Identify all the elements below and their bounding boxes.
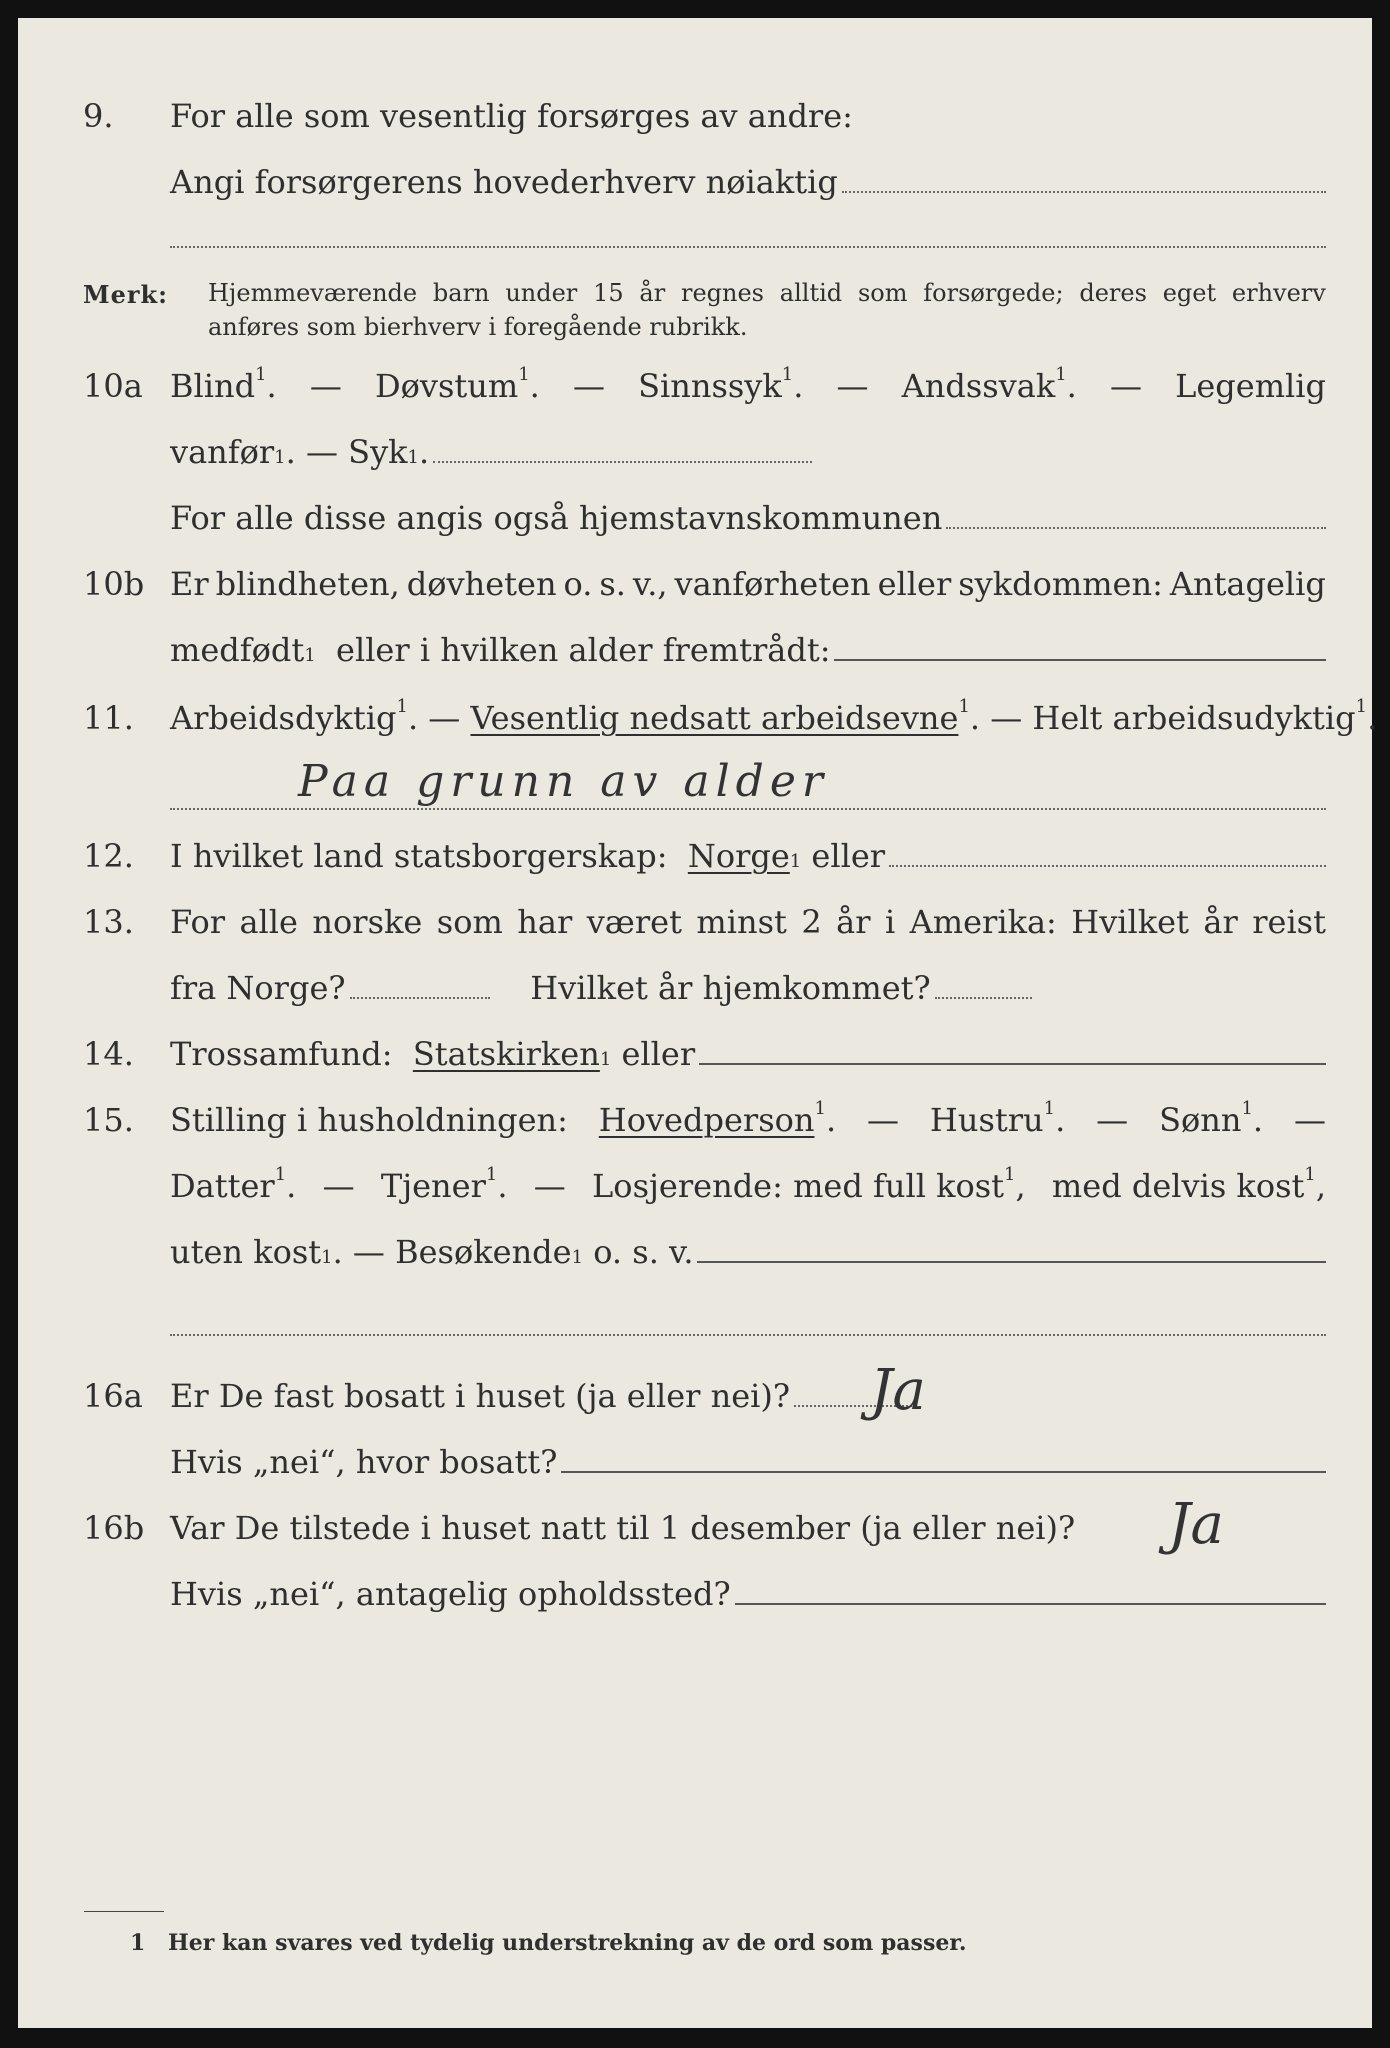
option-vanfor[interactable]: vanfør bbox=[170, 433, 275, 471]
footnote-mark: 1 bbox=[1004, 1164, 1016, 1185]
option-nedsatt-arbeidsevne-underlined[interactable]: Vesentlig nedsatt arbeidsevne bbox=[470, 699, 959, 737]
option-medfodt[interactable]: medfødt bbox=[170, 631, 305, 669]
question-9-line2 bbox=[18, 162, 1372, 222]
footnote-mark: 1 bbox=[1055, 364, 1067, 385]
question-12 bbox=[18, 836, 1372, 896]
question-10a-line2: vanfør 1 . — Syk 1 . bbox=[18, 432, 1372, 492]
option-datter[interactable]: Datter bbox=[170, 1167, 275, 1205]
footnote-mark: 1 bbox=[255, 364, 267, 385]
question-number: 16a bbox=[83, 1377, 143, 1415]
answer-line[interactable] bbox=[935, 973, 1032, 999]
question-10a: 10a Blind$^1$. — Døvstum$^1$. — Sinnssyk$^1$. — Andssvak$^1$. — Legemlig bbox=[83, 364, 1326, 405]
footnote-mark: 1 bbox=[321, 1247, 333, 1268]
answer-line[interactable] bbox=[735, 1579, 1326, 1605]
handwritten-answer: Ja bbox=[1168, 1492, 1224, 1557]
footnote-mark: 1 bbox=[1355, 696, 1368, 717]
option-andssvak[interactable]: Andssvak bbox=[901, 367, 1056, 405]
question-number: 13. bbox=[83, 903, 134, 941]
footnote-mark: 1 bbox=[518, 364, 530, 385]
footnote-mark: 1 bbox=[814, 1098, 826, 1119]
census-form-page bbox=[18, 18, 1378, 2028]
question-number: 12. bbox=[83, 837, 134, 875]
question-text: Var De tilstede i huset natt til 1 desember (ja eller nei)? bbox=[170, 1509, 1076, 1547]
handwritten-answer: Ja bbox=[870, 1358, 926, 1423]
option-uten-kost[interactable]: uten kost bbox=[170, 1233, 322, 1271]
question-text: Hvis „nei“, hvor bosatt? bbox=[170, 1443, 558, 1481]
note-text: Hjemmeværende barn under 15 år regnes alltid som forsørgede; deres eget erhverv bbox=[208, 279, 1326, 307]
question-15: 15. Stilling i husholdningen: Hovedperson$^1$. — Hustru$^1$. — Sønn$^1$. — bbox=[83, 1098, 1326, 1139]
question-number: 9. bbox=[83, 97, 114, 135]
footnote-mark: 1 bbox=[407, 447, 419, 468]
option-besokende[interactable]: Besøkende bbox=[395, 1233, 572, 1271]
question-number: 14. bbox=[83, 1035, 134, 1073]
question-text: eller i hvilken alder fremtrådt: bbox=[336, 631, 831, 669]
option-sonn[interactable]: Sønn bbox=[1159, 1101, 1242, 1139]
question-text: For alle som vesentlig forsørges av andre: bbox=[170, 97, 853, 135]
note-text: anføres som bierhverv i foregående rubrikk. bbox=[208, 313, 748, 341]
question-number: 11. bbox=[83, 699, 134, 737]
question-text: Hvilket år hjemkommet? bbox=[530, 969, 931, 1007]
footnote-divider bbox=[84, 1911, 164, 1912]
footnote-mark: 1 bbox=[781, 364, 794, 385]
option-eller: eller bbox=[811, 837, 886, 875]
option-hovedperson-underlined[interactable]: Hovedperson bbox=[598, 1101, 815, 1139]
question-text: For alle disse angis også hjemstavnskommunen bbox=[170, 499, 943, 537]
answer-line[interactable] bbox=[170, 246, 1326, 248]
question-16b-line2 bbox=[18, 1574, 1372, 1634]
answer-line[interactable] bbox=[350, 973, 490, 999]
question-14 bbox=[18, 1034, 1372, 1094]
option-eller: eller bbox=[621, 1035, 696, 1073]
answer-line[interactable] bbox=[889, 841, 1326, 867]
question-10b-line2 bbox=[18, 630, 1372, 690]
question-text: fra Norge? bbox=[170, 969, 346, 1007]
question-text: Er De fast bosatt i huset (ja eller nei)? bbox=[170, 1377, 791, 1415]
question-text: Hvis „nei“, antagelig opholdssted? bbox=[170, 1575, 731, 1613]
question-text: Stilling i husholdningen: bbox=[170, 1101, 568, 1139]
option-helt-arbeidsudyktig[interactable]: Helt arbeidsudyktig bbox=[1032, 699, 1356, 737]
footnote-mark: 1 bbox=[1241, 1098, 1253, 1119]
option-sinnssyk[interactable]: Sinnssyk bbox=[638, 367, 782, 405]
footnote-mark: 1 bbox=[958, 696, 970, 717]
footnote-mark: 1 bbox=[130, 1930, 146, 1956]
option-syk[interactable]: Syk bbox=[348, 433, 408, 471]
question-9 bbox=[18, 96, 1372, 156]
footnote-mark: 1 bbox=[599, 1049, 612, 1070]
question-11: 11. Arbeidsdyktig$^1$. — Vesentlig nedsatt arbeidsevne$^1$. — Helt arbeidsudyktig$^1$. bbox=[83, 696, 1378, 737]
answer-line[interactable] bbox=[433, 437, 812, 463]
question-number: 15. bbox=[83, 1101, 134, 1139]
answer-line[interactable] bbox=[697, 1237, 1326, 1263]
footnote-mark: 1 bbox=[485, 1164, 498, 1185]
question-text: o. s. v. bbox=[593, 1233, 694, 1271]
question-10a-line3 bbox=[18, 498, 1372, 558]
question-16a bbox=[18, 1376, 1372, 1436]
footnote-mark: 1 bbox=[1304, 1164, 1316, 1185]
footnote-mark: 1 bbox=[571, 1247, 584, 1268]
option-norge-underlined[interactable]: Norge bbox=[687, 837, 790, 875]
footnote-mark: 1 bbox=[1043, 1098, 1056, 1119]
question-text: I hvilket land statsborgerskap: bbox=[170, 837, 668, 875]
footnote-mark: 1 bbox=[274, 447, 286, 468]
question-text: Trossamfund: bbox=[170, 1035, 393, 1073]
answer-line[interactable] bbox=[170, 808, 1326, 810]
answer-line[interactable] bbox=[561, 1447, 1326, 1473]
option-dovstum[interactable]: Døvstum bbox=[374, 367, 519, 405]
option-legemlig[interactable]: Legemlig bbox=[1175, 367, 1326, 405]
option-delvis-kost[interactable]: med delvis kost bbox=[1051, 1167, 1305, 1205]
question-15-line3: uten kost 1 . — Besøkende 1 o. s. v. bbox=[18, 1232, 1372, 1292]
footnote-mark: 1 bbox=[789, 851, 802, 872]
footnote-text: Her kan svares ved tydelig understrekning av de ord som passer. bbox=[168, 1930, 967, 1956]
question-13-line2 bbox=[18, 968, 1372, 1028]
option-full-kost[interactable]: Losjerende: med full kost bbox=[592, 1167, 1005, 1205]
option-blind[interactable]: Blind bbox=[170, 367, 256, 405]
footnote-mark: 1 bbox=[274, 1164, 287, 1185]
question-text: For alle norske som har været minst 2 år i Amerika: Hvilket år reist bbox=[170, 903, 1326, 941]
handwritten-answer: Paa grunn av alder bbox=[298, 756, 829, 807]
question-number: 10b bbox=[83, 565, 145, 603]
footnote-mark: 1 bbox=[304, 645, 316, 666]
answer-line[interactable] bbox=[699, 1039, 1326, 1065]
option-statskirken-underlined[interactable]: Statskirken bbox=[412, 1035, 600, 1073]
question-15-line2: Datter$^1$. — Tjener$^1$. — Losjerende: med full kost$^1$, med delvis kost$^1$, bbox=[170, 1164, 1326, 1205]
option-arbeidsdyktig[interactable]: Arbeidsdyktig bbox=[170, 699, 397, 737]
answer-line[interactable] bbox=[946, 503, 1326, 529]
answer-line[interactable] bbox=[170, 1334, 1326, 1336]
option-hustru[interactable]: Hustru bbox=[929, 1101, 1044, 1139]
answer-line[interactable] bbox=[842, 167, 1326, 193]
option-tjener[interactable]: Tjener bbox=[380, 1167, 486, 1205]
question-number: 10a bbox=[83, 367, 143, 405]
question-number: 16b bbox=[83, 1509, 145, 1547]
question-text: Er blindheten, døvheten o. s. v., vanførheten eller sykdommen: Antagelig bbox=[170, 565, 1326, 603]
footnote-mark: 1 bbox=[396, 696, 408, 717]
question-10b bbox=[18, 564, 1372, 624]
question-13 bbox=[18, 902, 1372, 962]
note-label: Merk: bbox=[83, 280, 168, 309]
answer-line[interactable] bbox=[834, 635, 1326, 661]
question-text: Angi forsørgerens hovederhverv nøiaktig bbox=[170, 163, 838, 201]
